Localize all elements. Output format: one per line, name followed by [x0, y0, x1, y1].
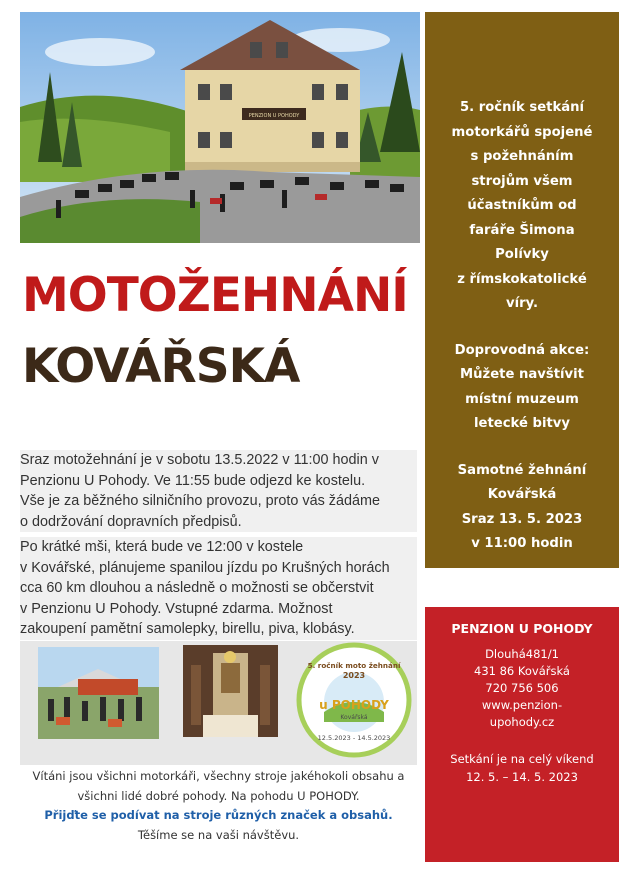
event-sticker	[296, 642, 412, 759]
hero-illustration	[20, 12, 420, 243]
footer-line-2: všichni lidé dobré pohody. Na pohodu U POHODY.	[77, 788, 360, 803]
location-title: KOVÁŘSKÁ	[22, 339, 300, 394]
crowd-photo	[38, 647, 159, 739]
sticker-brand: u POHODY	[319, 698, 389, 712]
contact-name: PENZION U POHODY	[451, 621, 593, 636]
footer-text	[20, 767, 417, 845]
contact-street: Dlouhá481/1	[485, 647, 559, 661]
ride-paragraph: Po krátké mši, která bude ve 12:00 v kostele v Kovářské, plánujeme spanilou jízdu po Krušných horách cca 60 km dlouhou a následně o možnosti se občerstvit v Penzionu U Pohody. Vstupné zdarma. Možnost zakoupení pamětní samolepky, birellu, piva, klobásy.	[20, 537, 417, 640]
sticker-place: Kovářská	[340, 714, 368, 721]
sticker-top-text: 5. ročník moto žehnání	[307, 661, 401, 670]
contact-phone[interactable]: 720 756 506	[485, 681, 559, 695]
photo-strip	[20, 641, 417, 765]
meeting-paragraph: Sraz motožehnání je v sobotu 13.5.2022 v 11:00 hodin v Penzionu U Pohody. Ve 11:55 bude odjezd ke kostelu. Vše je za běžného silničního provozu, proto vás žádáme o dodržování dopravních předpisů.	[20, 450, 417, 532]
hero-photo	[20, 12, 420, 243]
contact-web-line2[interactable]: upohody.cz	[489, 715, 555, 729]
blessing-time-info: Samotné žehnání Kovářská Sraz 13. 5. 2023 v 11:00 hodin	[457, 462, 587, 551]
contact-city: 431 86 Kovářská	[474, 664, 570, 678]
contact-box	[425, 607, 619, 862]
event-info-box	[425, 12, 619, 568]
footer-line-1: Vítáni jsou všichni motorkáři, všechny stroje jakéhokoli obsahu a	[32, 769, 405, 783]
main-title: MOTOŽEHNÁNÍ	[22, 268, 408, 323]
sticker-year: 2023	[342, 671, 366, 680]
event-description: 5. ročník setkání motorkářů spojené s požehnáním strojům všem účastníkům od faráře Šimona Polívky z římskokatolické víry.	[451, 100, 593, 311]
side-event-info: Doprovodná akce: Můžete navštívit místní muzeum letecké bitvy	[454, 342, 590, 431]
weekend-dates: 12. 5. – 14. 5. 2023	[466, 770, 578, 784]
contact-web-line1[interactable]: www.penzion-	[481, 698, 563, 712]
church-altar-photo	[183, 645, 278, 737]
sticker-dates: 12.5.2023 - 14.5.2023	[317, 734, 391, 742]
weekend-text: Setkání je na celý víkend	[450, 752, 594, 766]
hero-sign-text: PENZION U POHODY	[248, 113, 300, 119]
footer-line-4: Těšíme se na vaši návštěvu.	[137, 827, 300, 842]
footer-highlight: Přijďte se podívat na stroje různých značek a obsahů.	[44, 808, 393, 822]
